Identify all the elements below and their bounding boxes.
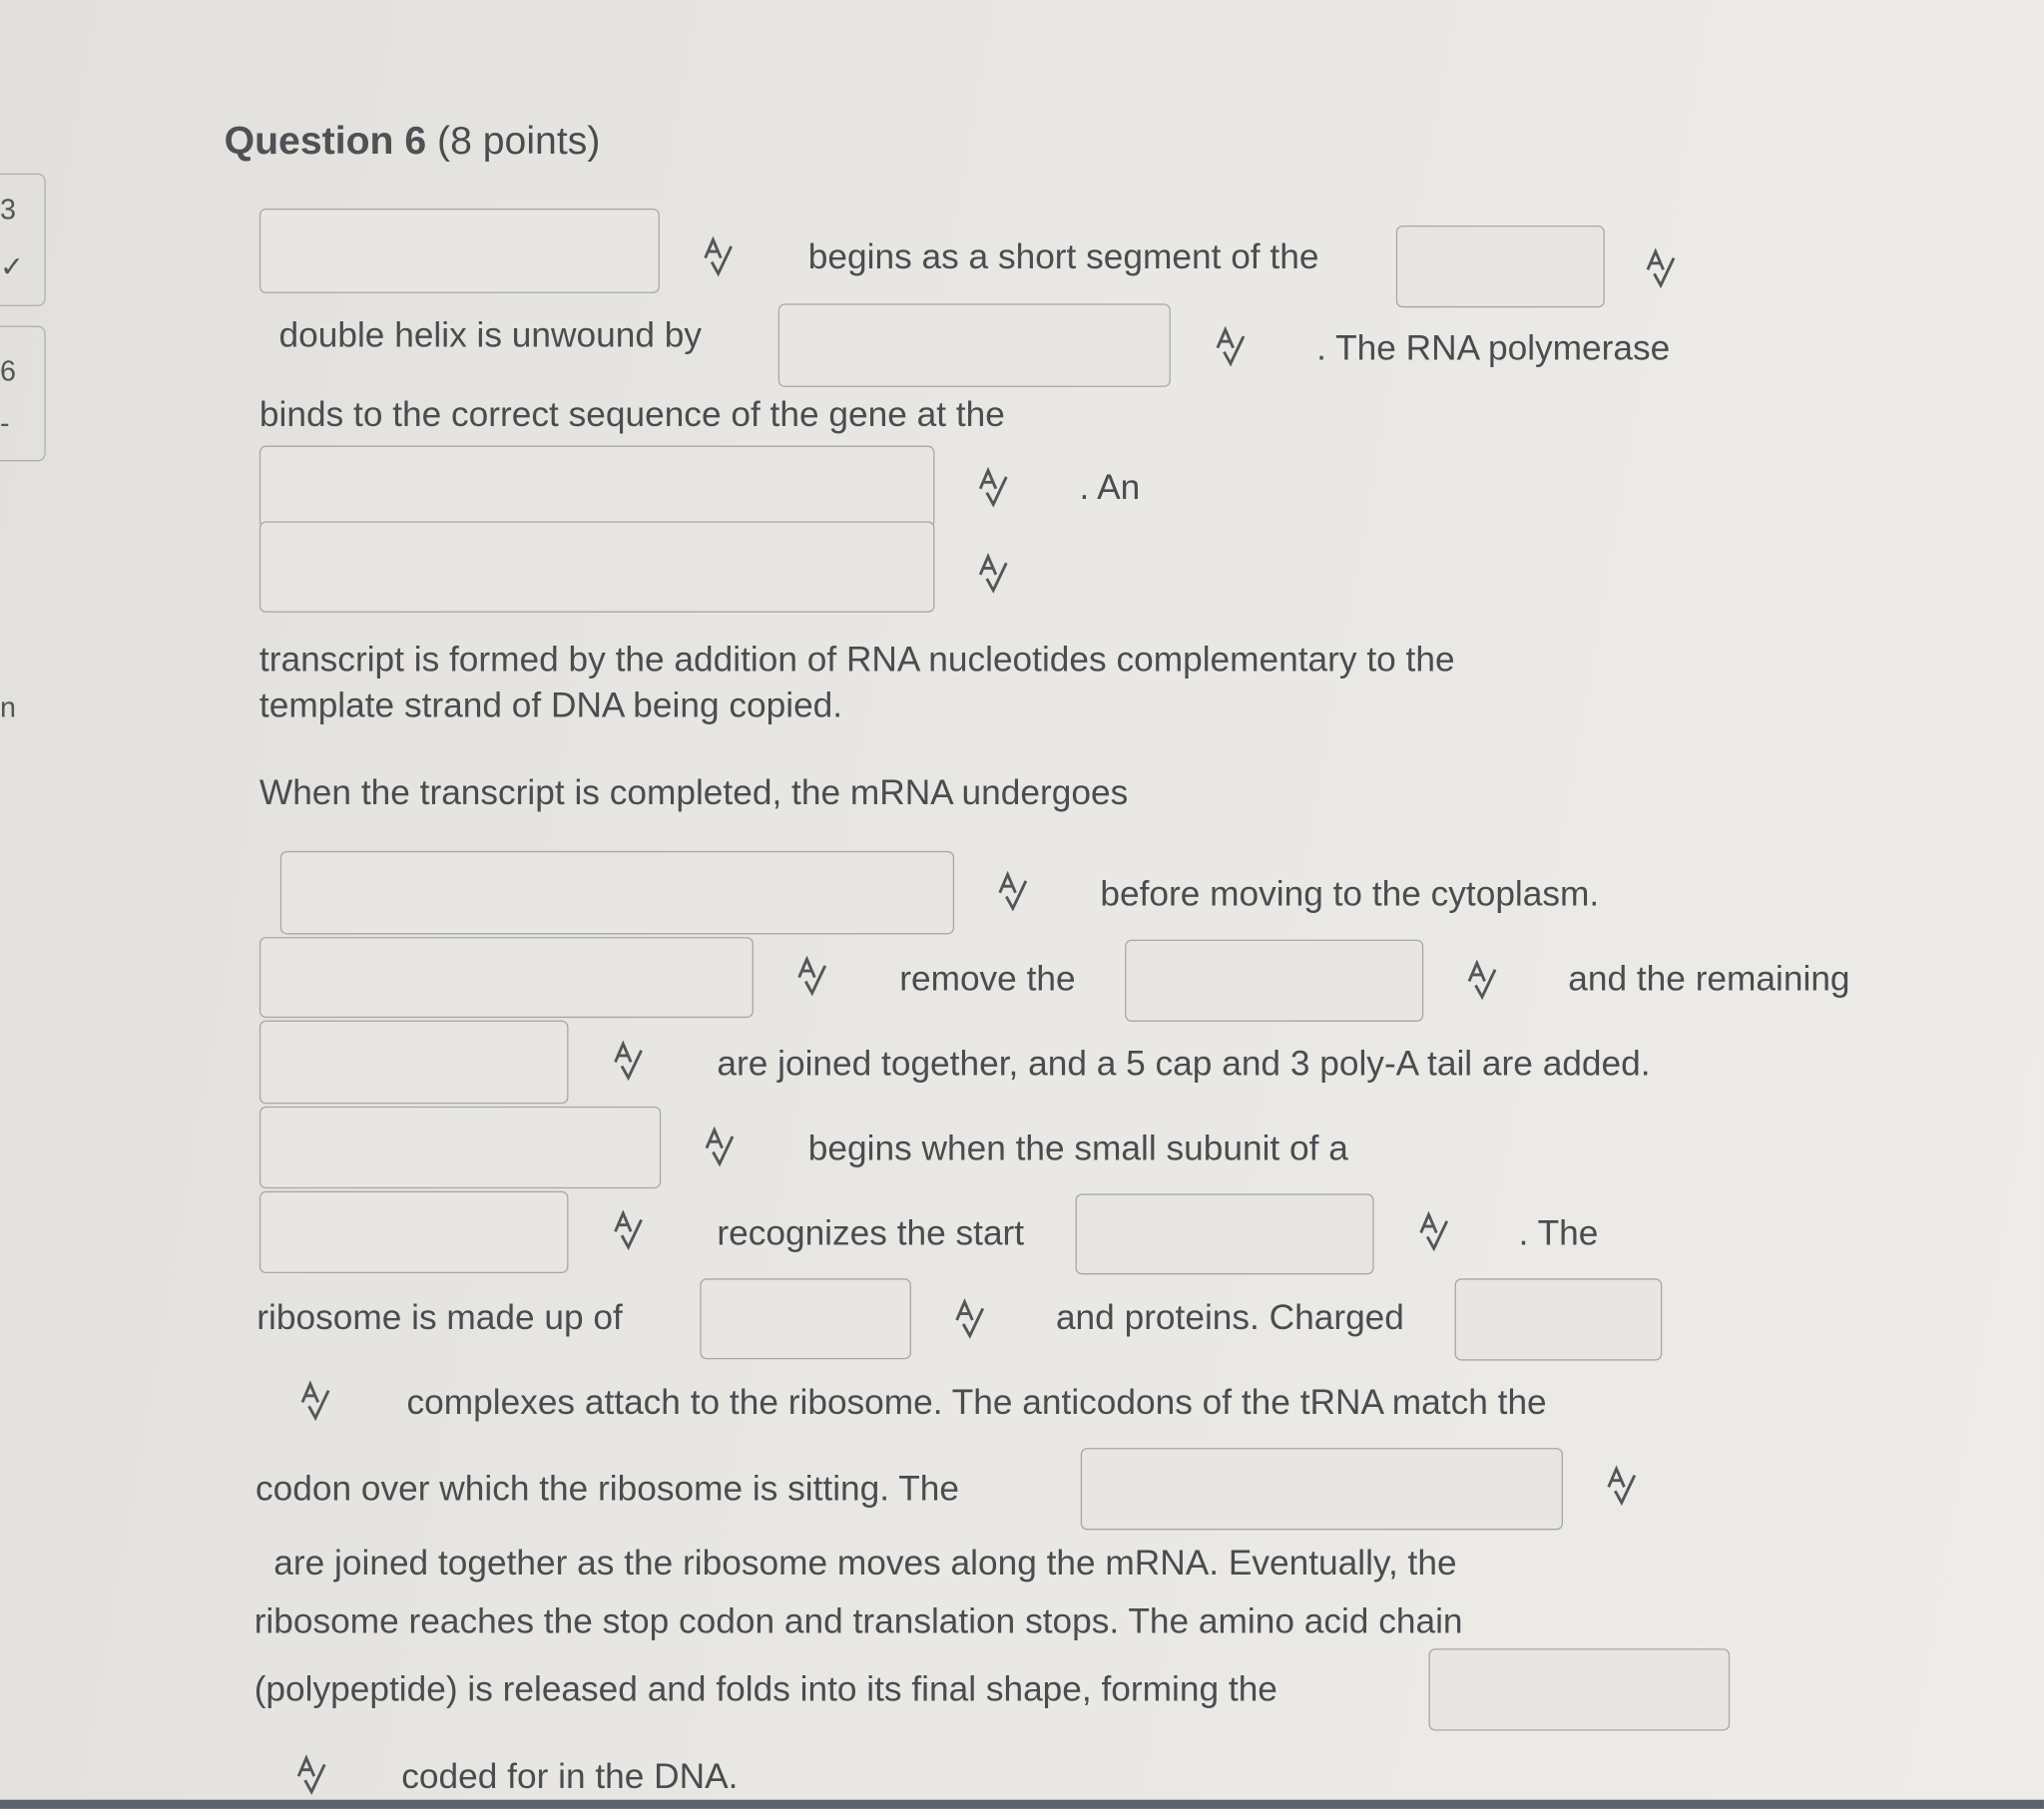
spell-check-icon[interactable]: [1464, 959, 1503, 1003]
nav-check-icon: ✓: [0, 249, 25, 283]
blank-input-9[interactable]: [259, 1021, 569, 1105]
question-text: template strand of DNA being copied.: [258, 685, 843, 725]
question-text: . The RNA polymerase: [1316, 328, 1671, 368]
blank-input-13[interactable]: [700, 1278, 911, 1359]
nav-number: 6: [0, 354, 16, 387]
spell-check-icon[interactable]: [793, 955, 832, 999]
blank-input-6[interactable]: [280, 851, 954, 935]
question-points: (8 points): [437, 120, 601, 164]
question-text: before moving to the cytoplasm.: [1100, 874, 1600, 914]
spell-check-icon[interactable]: [297, 1380, 336, 1424]
blank-input-15[interactable]: [1081, 1448, 1563, 1530]
question-text: transcript is formed by the addition of RNA nucleotides complementary to the: [258, 640, 1455, 679]
question-text: complexes attach to the ribosome. The anticodons of the tRNA match the: [406, 1382, 1547, 1422]
blank-input-11[interactable]: [259, 1191, 569, 1273]
question-text: and the remaining: [1568, 959, 1850, 999]
spell-check-icon[interactable]: [610, 1040, 649, 1084]
blank-input-8[interactable]: [1125, 940, 1423, 1022]
question-text: remove the: [899, 959, 1076, 999]
spell-check-icon[interactable]: [975, 553, 1014, 597]
spell-check-icon[interactable]: [293, 1754, 332, 1798]
question-text: and proteins. Charged: [1055, 1297, 1404, 1338]
question-text: are joined together, and a 5 cap and 3 poly-A tail are added.: [717, 1044, 1651, 1084]
spell-check-icon[interactable]: [1415, 1210, 1454, 1254]
nav-number: 3: [0, 193, 16, 226]
question-text: recognizes the start: [717, 1212, 1025, 1253]
spell-check-icon[interactable]: [700, 235, 739, 279]
blank-input-7[interactable]: [259, 937, 754, 1018]
blank-input-3[interactable]: [778, 303, 1171, 387]
spell-check-icon[interactable]: [1604, 1465, 1643, 1509]
question-text: . An: [1079, 467, 1141, 508]
question-text: coded for in the DNA.: [401, 1756, 739, 1796]
spell-check-icon[interactable]: [951, 1298, 990, 1342]
spell-check-icon[interactable]: [975, 467, 1014, 511]
nav-fragment: n: [0, 690, 16, 723]
blank-input-1[interactable]: [259, 209, 660, 293]
question-number: Question 6: [224, 120, 427, 164]
blank-input-4[interactable]: [259, 446, 935, 528]
blank-input-2[interactable]: [1396, 226, 1605, 307]
blank-input-12[interactable]: [1076, 1193, 1374, 1274]
spell-check-icon[interactable]: [702, 1126, 741, 1169]
blank-input-5[interactable]: [259, 521, 935, 612]
spell-check-icon[interactable]: [1213, 326, 1252, 370]
question-text: (polypeptide) is released and folds into its final shape, forming the: [254, 1669, 1278, 1709]
spell-check-icon[interactable]: [1643, 247, 1682, 291]
question-text: codon over which the ribosome is sitting. The: [255, 1468, 960, 1509]
question-text: begins when the small subunit of a: [807, 1129, 1348, 1168]
bottom-bar: [0, 1800, 2044, 1809]
question-text: . The: [1518, 1212, 1599, 1253]
question-text: binds to the correct sequence of the gene at the: [258, 394, 1005, 434]
blank-input-16[interactable]: [1428, 1648, 1730, 1730]
question-text: are joined together as the ribosome moves along the mRNA. Eventually, the: [273, 1543, 1457, 1583]
spell-check-icon[interactable]: [610, 1209, 649, 1253]
nav-dash: -: [0, 406, 10, 440]
question-text: begins as a short segment of the: [807, 236, 1319, 276]
question-text: ribosome reaches the stop codon and translation stops. The amino acid chain: [254, 1601, 1463, 1641]
question-nav-item[interactable]: [0, 326, 46, 462]
blank-input-14[interactable]: [1455, 1278, 1663, 1360]
blank-input-10[interactable]: [259, 1107, 661, 1188]
spell-check-icon[interactable]: [995, 870, 1034, 914]
question-text: double helix is unwound by: [278, 315, 702, 355]
question-text: ribosome is made up of: [256, 1297, 623, 1338]
question-title: [225, 120, 601, 164]
question-text: When the transcript is completed, the mRNA undergoes: [258, 772, 1129, 812]
